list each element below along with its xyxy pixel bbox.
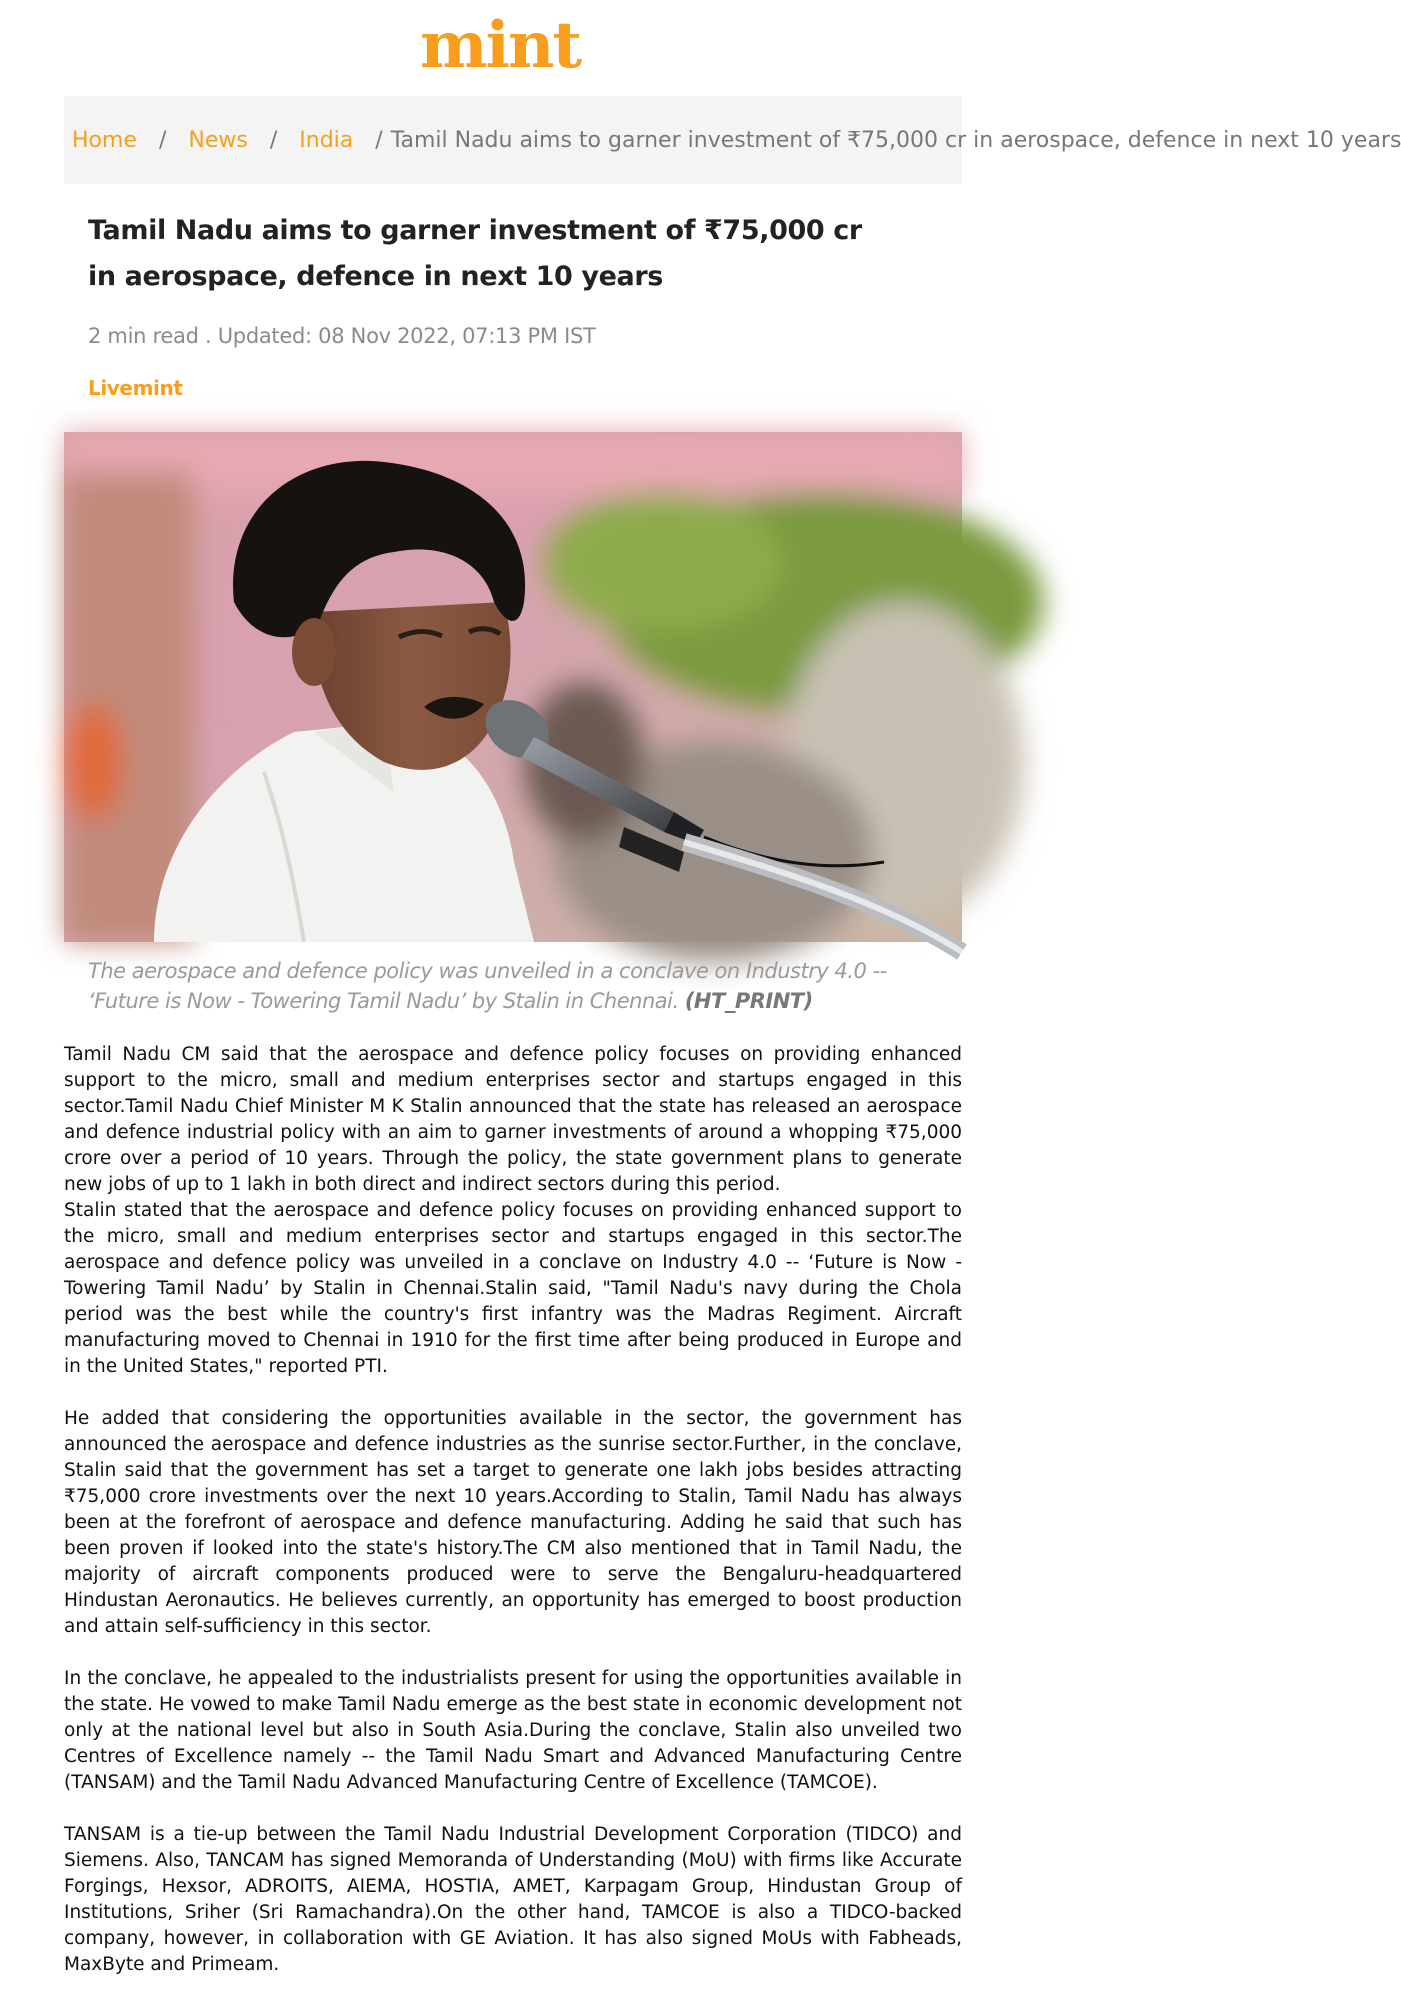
breadcrumb-current-page: Tamil Nadu aims to garner investment of ₹75,000 cr in aerospace, defence in next 10 years xyxy=(390,127,1401,153)
article-source[interactable]: Livemint xyxy=(88,376,183,400)
caption-credit: (HT_PRINT) xyxy=(684,989,813,1013)
breadcrumb-separator: / xyxy=(269,127,278,153)
article-hero-image[interactable] xyxy=(64,432,962,942)
article-paragraph: He added that considering the opportunities available in the sector, the government has announced the aerospace and defence industries as the sunrise sector.Further, in the conclave, Stalin said that the government has set a target to generate one lakh jobs besides attracting ₹75,000 crore investments over the next 10 years.According to Stalin, Tamil Nadu has always been at the forefront of aerospace and defence manufacturing. Adding he said that such has been proven if looked into the state's history.The CM also mentioned that in Tamil Nadu, the majority of aircraft components produced were to serve the Bengaluru-headquartered Hindustan Aeronautics. He believes currently, an opportunity has emerged to boost production and attain self-sufficiency in this sector. xyxy=(64,1408,962,1637)
article-paragraph: Tamil Nadu CM said that the aerospace and defence policy focuses on providing enhanced support to the micro, small and medium enterprises sector and startups engaged in this sector.Tamil Nadu Chief Minister M K Stalin announced that the state has released an aerospace and defence industrial policy with an aim to garner investments of around a whopping ₹75,000 crore over a period of 10 years. Through the policy, the state government plans to generate new jobs of up to 1 lakh in both direct and indirect sectors during this period. xyxy=(64,1044,962,1195)
breadcrumb-india-link[interactable]: India xyxy=(299,127,354,153)
article-paragraph: In the conclave, he appealed to the industrialists present for using the opportunities available in the state. He vowed to make Tamil Nadu emerge as the best state in economic development not only at the national level but also in South Asia.During the conclave, Stalin also unveiled two Centres of Excellence namely -- the Tamil Nadu Smart and Advanced Manufacturing Centre (TANSAM) and the Tamil Nadu Advanced Manufacturing Centre of Excellence (TAMCOE). xyxy=(64,1668,962,1793)
article-headline: Tamil Nadu aims to garner investment of ₹75,000 cr in aerospace, defence in next 10 years xyxy=(88,215,862,292)
caption-text: The aerospace and defence policy was unveiled in a conclave on Industry 4.0 -- ‘Future is Now - Towering Tamil Nadu’ by Stalin in Chennai. xyxy=(88,959,887,1013)
breadcrumb-news-link[interactable]: News xyxy=(188,127,248,153)
mint-logo[interactable]: mint xyxy=(419,8,581,83)
article-paragraph: TANSAM is a tie-up between the Tamil Nadu Industrial Development Corporation (TIDCO) and Siemens. Also, TANCAM has signed Memoranda of Understanding (MoU) with firms like Accurate Forgings, Hexsor, ADROITS, AIEMA, HOSTIA, AMET, Karpagam Group, Hindustan Group of Institutions, Sriher (Sri Ramachandra).On the other hand, TAMCOE is also a TIDCO-backed company, however, in collaboration with GE Aviation. It has also signed MoUs with Fabheads, MaxByte and Primeam. xyxy=(64,1824,962,1975)
article-body xyxy=(64,1042,962,1978)
photo-speaker-at-microphone xyxy=(64,432,962,942)
breadcrumb-home-link[interactable]: Home xyxy=(72,127,137,153)
breadcrumb-separator: / xyxy=(158,127,167,153)
article-paragraph: Stalin stated that the aerospace and defence policy focuses on providing enhanced support to the micro, small and medium enterprises sector and startups engaged in this sector.The aerospace and defence policy was unveiled in a conclave on Industry 4.0 -- ‘Future is Now - Towering Tamil Nadu’ by Stalin in Chennai.Stalin said, "Tamil Nadu's navy during the Chola period was the best while the country's first infantry was the Madras Regiment. Aircraft manufacturing moved to Chennai in 1910 for the first time after being produced in Europe and in the United States," reported PTI. xyxy=(64,1200,962,1377)
breadcrumb xyxy=(64,96,1401,184)
breadcrumb-separator: / xyxy=(375,127,383,153)
image-caption xyxy=(88,956,918,1016)
article-meta: 2 min read . Updated: 08 Nov 2022, 07:13 PM IST xyxy=(88,324,596,348)
